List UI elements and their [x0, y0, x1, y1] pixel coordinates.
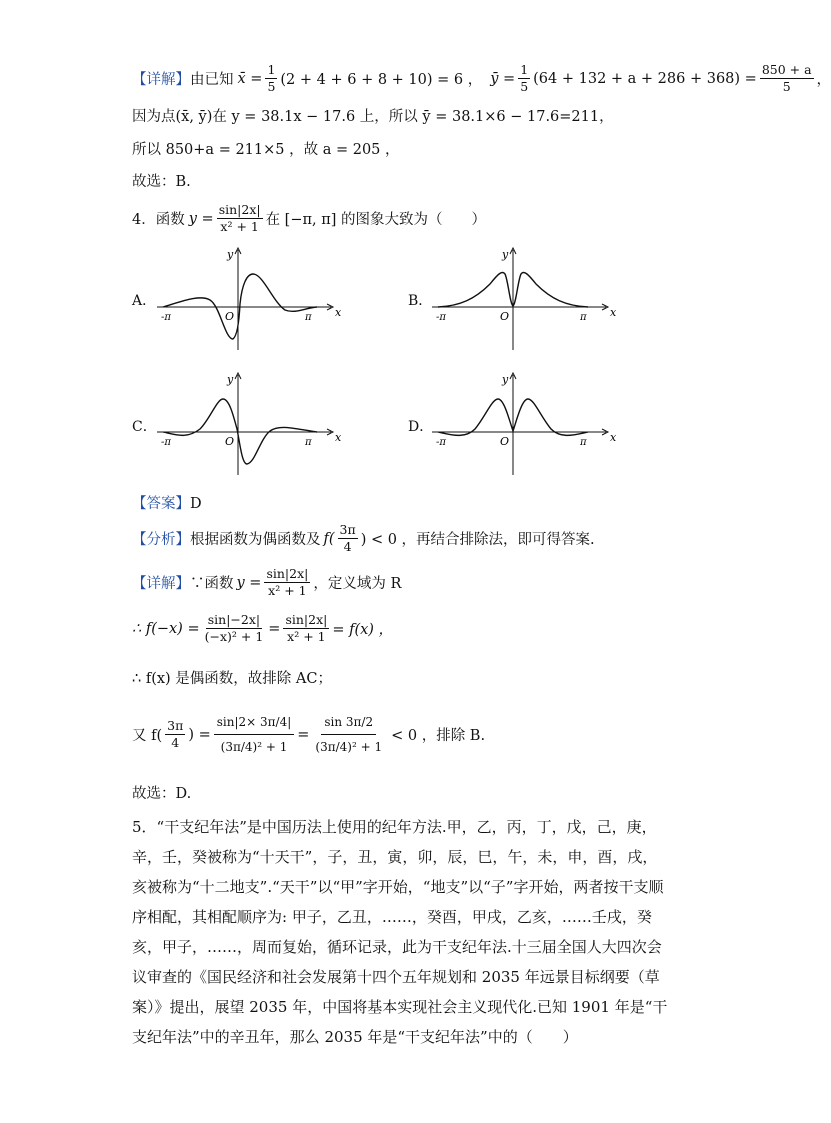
detail-line-5: 故选：D.	[132, 786, 192, 802]
q3-math: (2 + 4 + 6 + 8 + 10) = 6 ，	[280, 72, 483, 88]
tick-pi: π	[305, 437, 312, 448]
fraction: $\frac{3\pi}{4}$	[339, 522, 356, 554]
tick-neg-pi: -π	[161, 312, 171, 323]
q3-math: ȳ =	[490, 70, 516, 87]
axis-y-label: y	[502, 373, 509, 386]
q3-line-3: 所以 850+a = 211×5 ，故 a = 205 ，	[132, 142, 400, 158]
tick-pi: π	[580, 437, 587, 448]
tick-pi: π	[305, 312, 312, 323]
tick-neg-pi: -π	[161, 437, 171, 448]
axis-y-label: y	[227, 248, 234, 261]
fraction: $\frac{1}{5}$	[267, 62, 276, 94]
tick-neg-pi: -π	[436, 312, 446, 323]
q3-line-1: 【详解】 由已知 x̄ = $\frac{1}{5}$ (2 + 4 + 6 + 8 + 10) = 6 ， ȳ = $\frac{1}{5}$ (64 + 132 + a + 286 + 368) = $\frac{850 + a}{5}$ ，	[132, 62, 831, 94]
fraction: $\frac{3\pi}{4}$	[167, 718, 184, 750]
axis-y-label: y	[502, 248, 509, 261]
fraction: $\frac{\sin|2x|}{\text{x² + 1}}$	[266, 566, 309, 598]
answer-label: 【答案】	[132, 496, 190, 512]
detail-label: 【详解】	[132, 72, 190, 88]
analysis-line: 【分析】 根据函数为偶函数及 f( $\frac{3\pi}{4}$ ) < 0 ，再结合排除法，即可得答案.	[132, 522, 595, 554]
axis-x-label: x	[335, 306, 342, 319]
fraction: $\frac{\sin|2x|}{\text{x² + 1}}$	[285, 612, 328, 644]
graph-c[interactable]	[155, 369, 345, 477]
q3-math: x̄ =	[237, 70, 263, 87]
tick-neg-pi: -π	[436, 437, 446, 448]
origin-label: O	[500, 435, 510, 448]
fraction: $\frac{850 + a}{5}$	[761, 62, 812, 94]
axis-x-label: x	[610, 306, 617, 319]
q4-stem: 4．函数 y = $\frac{\sin|2x|}{\text{x² + 1}}$ 在 [−π, π] 的图象大致为（ ）	[132, 202, 487, 234]
origin-label: O	[225, 435, 235, 448]
q3-math: (64 + 132 + a + 286 + 368) =	[533, 70, 757, 87]
axis-y-label: y	[227, 373, 234, 386]
origin-label: O	[225, 310, 235, 323]
q3-line-2: 因为点(x̄, ȳ)在 y = 38.1x − 17.6 上，所以 ȳ = 38.1×6 − 17.6=211，	[132, 109, 614, 125]
graph-d[interactable]	[430, 369, 620, 477]
tick-pi: π	[580, 312, 587, 323]
answer-value: D	[190, 496, 202, 512]
detail-line-3: ∴ f(x) 是偶函数，故排除 AC；	[132, 671, 332, 687]
graph-a[interactable]	[155, 244, 345, 352]
graph-b[interactable]	[430, 244, 620, 352]
axis-x-label: x	[335, 431, 342, 444]
q3-text: 由已知	[190, 72, 234, 88]
detail-label: 【详解】	[132, 576, 190, 592]
q5-stem: 5．“干支纪年法”是中国历法上使用的纪年方法.甲，乙，丙，丁，戊，己，庚，辛，壬，癸被称为“十天干”，子，丑，寅，卯，辰，巳，午，未，申，酉，戌，亥被称为“十二地支”.“天干”以“甲”字开始，“地支”以“子”字开始，两者按干支顺序相配，其相配顺序为: 甲子，乙丑，……，癸酉，甲戌，乙亥，……壬戌，癸亥，甲子，……，周而复始，循环记录，此为干支纪年法.十三届全国人大四次会议审查的《国民经济和社会发展第十四个五年规划和 2035 年远景目标纲要（草案）》提出，展望 2035 年，中国将基本实现社会主义现代化.已知 1901 年是“干支纪年法”中的辛丑年，那么 2035 年是“干支纪年法”中的（ ）	[132, 818, 668, 1046]
answer-line	[132, 494, 202, 514]
origin-label: O	[500, 310, 510, 323]
detail-line-4: 又 f( $\frac{3\pi}{4}$ ) = $\frac{\sin|2\times 3\pi/4|}{\text{(3π/4)² + 1}}$ = $\frac{\sin 3\pi/2}{\text{(3π/4)² + 1}}$ < 0 ，排除 B.	[132, 710, 485, 759]
option-b-label[interactable]: B．	[408, 293, 433, 309]
fraction: $\frac{\sin 3\pi/2}{\text{(3π/4)² + 1}}$	[312, 710, 385, 759]
fraction: $\frac{1}{5}$	[520, 62, 529, 94]
fraction: $\frac{\sin|2x|}{\text{x² + 1}}$	[218, 202, 261, 234]
option-a-label[interactable]: A．	[132, 293, 157, 309]
axis-x-label: x	[610, 431, 617, 444]
detail-line-1: 【详解】 ∵函数 y = $\frac{\sin|2x|}{\text{x² + 1}}$ ，定义域为 R	[132, 566, 402, 598]
analysis-label: 【分析】	[132, 532, 190, 548]
fraction: $\frac{\sin|2\times 3\pi/4|}{\text{(3π/4)² + 1}}$	[214, 710, 295, 759]
option-c-label[interactable]: C．	[132, 419, 157, 435]
q3-line-4: 故选：B.	[132, 174, 191, 190]
option-d-label[interactable]: D．	[408, 419, 434, 435]
detail-line-2: ∴ f(−x) = $\frac{\sin|-2x|}{\text{(−x)² + 1}}$ = $\frac{\sin|2x|}{\text{x² + 1}}$ = f(x) ，	[132, 612, 394, 644]
fraction: $\frac{\sin|-2x|}{\text{(−x)² + 1}}$	[204, 612, 264, 644]
